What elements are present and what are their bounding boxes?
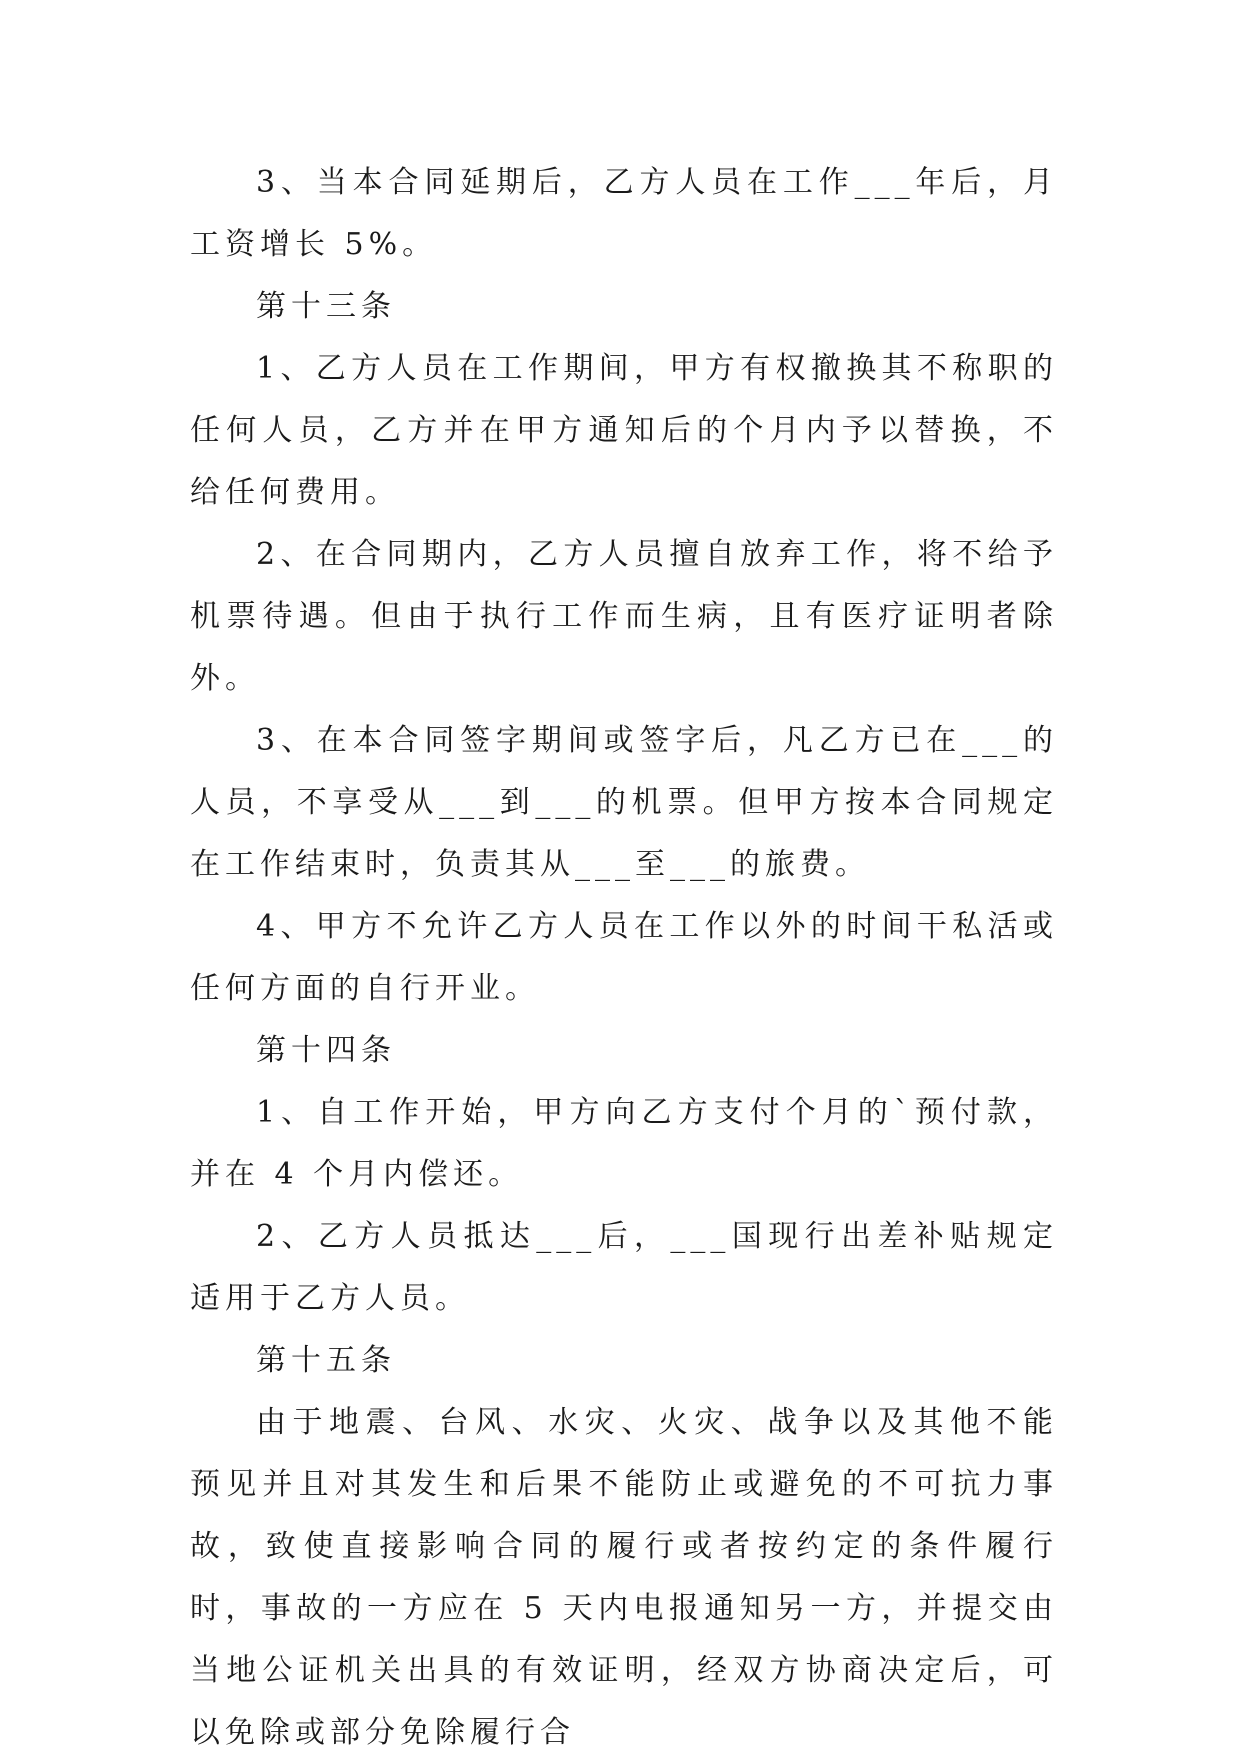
- article-heading: 第十五条: [256, 1343, 396, 1378]
- clause-paragraph: 由于地震、台风、水灾、火灾、战争以及其他不能预见并且对其发生和后果不能防止或避免的不可抗力事故，致使直接影响合同的履行或者按约定的条件履行时，事故的一方应在 5 天内电报通知另一方，并提交由当地公证机关出具的有效证明，经双方协商决定后，可以免除或部分免除履行合: [190, 1405, 1058, 1750]
- article-heading: 第十三条: [256, 289, 396, 324]
- clause-paragraph: 2、在合同期内，乙方人员擅自放弃工作，将不给予机票待遇。但由于执行工作而生病，且有医疗证明者除外。: [190, 537, 1058, 696]
- clause-paragraph: 1、乙方人员在工作期间，甲方有权撤换其不称职的任何人员，乙方并在甲方通知后的个月内予以替换，不给任何费用。: [190, 351, 1058, 510]
- document-body: [190, 152, 1058, 1764]
- clause-paragraph: 1、自工作开始，甲方向乙方支付个月的`预付款，并在 4 个月内偿还。: [190, 1095, 1058, 1192]
- clause-paragraph: 3、在本合同签字期间或签字后，凡乙方已在___的人员，不享受从___到___的机票。但甲方按本合同规定在工作结束时，负责其从___至___的旅费。: [190, 723, 1058, 882]
- clause-paragraph: 4、甲方不允许乙方人员在工作以外的时间干私活或任何方面的自行开业。: [190, 909, 1058, 1006]
- clause-paragraph: 2、乙方人员抵达___后，___国现行出差补贴规定适用于乙方人员。: [190, 1219, 1058, 1316]
- article-heading: 第十四条: [256, 1033, 396, 1068]
- clause-paragraph: 3、当本合同延期后，乙方人员在工作___年后，月工资增长 5%。: [190, 165, 1058, 262]
